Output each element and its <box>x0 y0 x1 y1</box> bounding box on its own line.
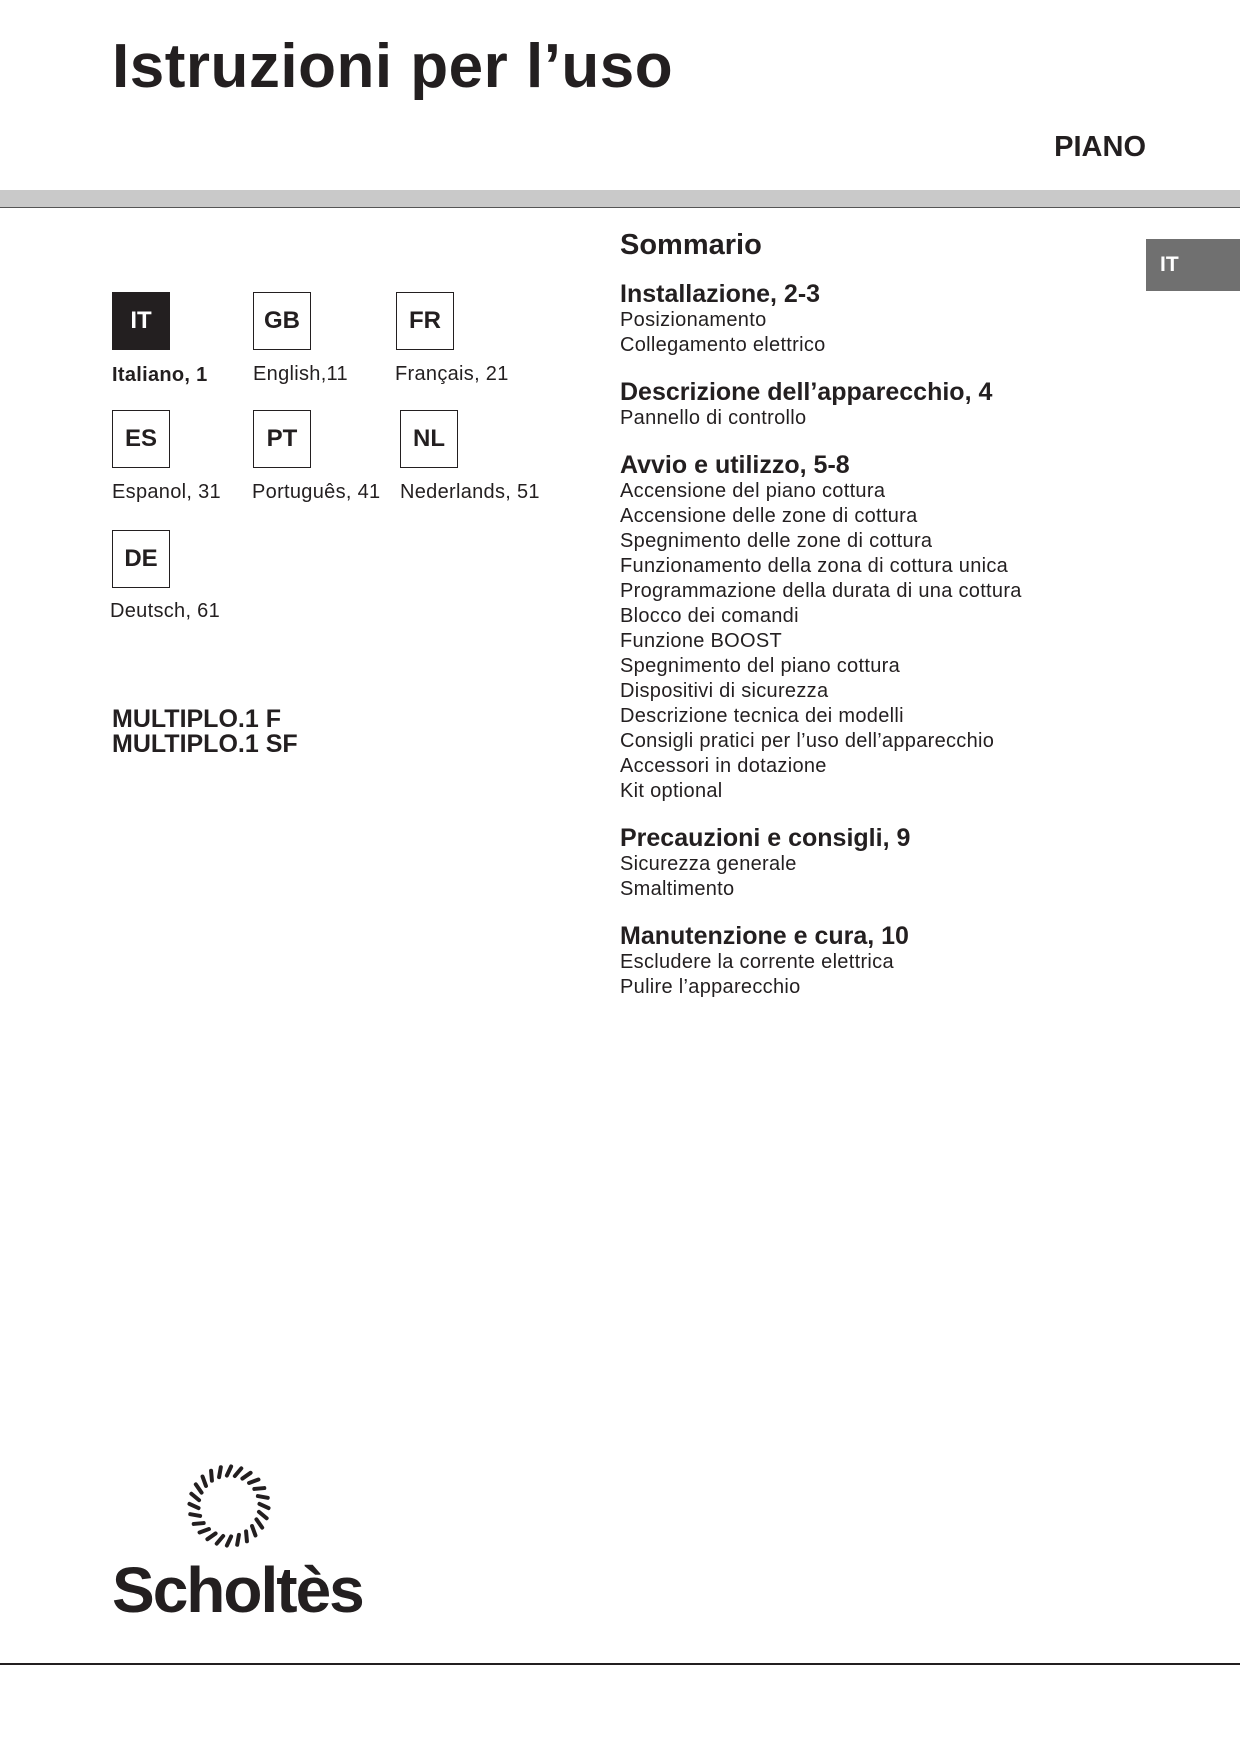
toc-item: Pulire l’apparecchio <box>620 976 801 998</box>
toc-item: Accessori in dotazione <box>620 755 827 777</box>
toc-section-avvio <box>620 451 1120 804</box>
toc-item: Spegnimento del piano cottura <box>620 655 900 677</box>
language-label-gb: English,11 <box>253 363 348 385</box>
toc-heading: Manutenzione e cura, 10 <box>620 922 909 950</box>
toc-heading: Avvio e utilizzo, 5-8 <box>620 451 850 479</box>
language-label-pt: Português, 41 <box>252 481 381 503</box>
toc-section-installazione <box>620 280 1120 358</box>
language-box-de: DE <box>112 530 170 588</box>
language-label-de: Deutsch, 61 <box>110 600 221 622</box>
document-title: Istruzioni per l’uso <box>112 32 674 101</box>
toc-item: Programmazione della durata di una cottura <box>620 580 1022 602</box>
toc-item: Sicurezza generale <box>620 853 797 875</box>
toc-title: Sommario <box>620 229 762 261</box>
toc-heading: Descrizione dell’apparecchio, 4 <box>620 378 993 406</box>
toc-item: Smaltimento <box>620 878 735 900</box>
brand-logo: Scholtès <box>112 1554 363 1626</box>
toc-item: Posizionamento <box>620 309 767 331</box>
toc-section-precauzioni <box>620 824 1120 902</box>
toc-item: Blocco dei comandi <box>620 605 799 627</box>
language-box-it: IT <box>112 292 170 350</box>
sun-ray-logo-icon <box>181 1458 277 1554</box>
toc-item: Accensione delle zone di cottura <box>620 505 918 527</box>
language-label-es: Espanol, 31 <box>112 481 221 503</box>
language-side-tab: IT <box>1146 239 1240 291</box>
model-name: MULTIPLO.1 F <box>112 705 281 733</box>
toc-item: Collegamento elettrico <box>620 334 826 356</box>
language-box-pt: PT <box>253 410 311 468</box>
language-label-it: Italiano, 1 <box>112 364 208 386</box>
header-band <box>0 190 1240 207</box>
product-type: PIANO <box>1054 131 1146 163</box>
table-of-contents <box>620 228 1120 1020</box>
language-box-fr: FR <box>396 292 454 350</box>
toc-item: Accensione del piano cottura <box>620 480 886 502</box>
language-box-es: ES <box>112 410 170 468</box>
language-label-nl: Nederlands, 51 <box>400 481 540 503</box>
language-box-nl: NL <box>400 410 458 468</box>
toc-section-descrizione <box>620 378 1120 431</box>
language-box-gb: GB <box>253 292 311 350</box>
toc-section-manutenzione <box>620 922 1120 1000</box>
toc-item: Escludere la corrente elettrica <box>620 951 894 973</box>
footer-rule <box>0 1663 1240 1665</box>
header-rule <box>0 207 1240 208</box>
toc-item: Descrizione tecnica dei modelli <box>620 705 904 727</box>
language-label-fr: Français, 21 <box>395 363 509 385</box>
model-names <box>112 707 298 757</box>
toc-heading: Installazione, 2-3 <box>620 280 821 308</box>
toc-item: Funzione BOOST <box>620 630 783 652</box>
toc-item: Dispositivi di sicurezza <box>620 680 829 702</box>
toc-heading: Precauzioni e consigli, 9 <box>620 824 911 852</box>
toc-item: Consigli pratici per l’uso dell’apparecchio <box>620 730 995 752</box>
toc-item: Pannello di controllo <box>620 407 807 429</box>
toc-item: Funzionamento della zona di cottura unica <box>620 555 1009 577</box>
toc-item: Spegnimento delle zone di cottura <box>620 530 933 552</box>
model-name: MULTIPLO.1 SF <box>112 730 298 758</box>
toc-item: Kit optional <box>620 780 723 802</box>
